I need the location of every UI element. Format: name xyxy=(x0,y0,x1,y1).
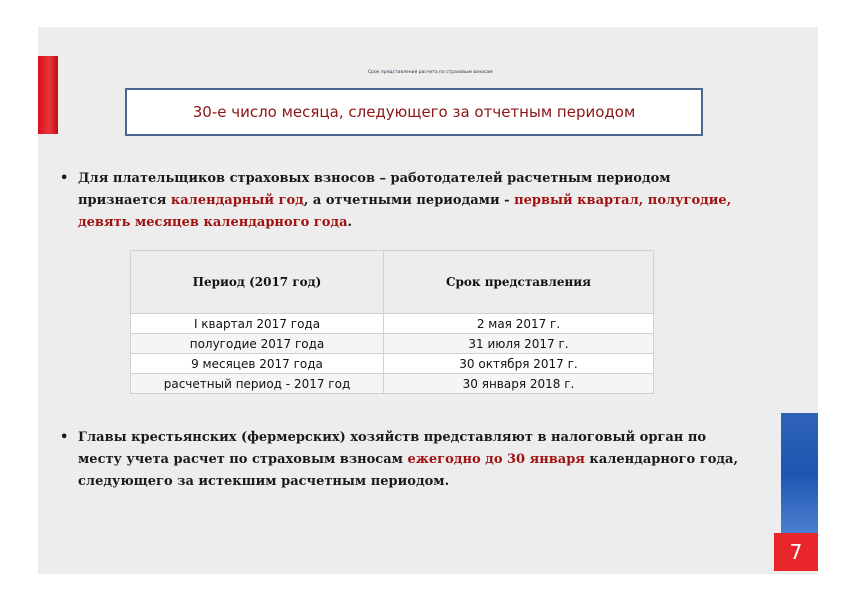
bullet-marker: • xyxy=(60,430,69,445)
header-period: Период (2017 год) xyxy=(131,251,384,314)
table-cell-deadline: 31 июля 2017 г. xyxy=(384,334,654,354)
table-cell-period: I квартал 2017 года xyxy=(131,314,384,334)
highlight-reporting-periods: первый квартал, полугодие, девять месяцев календарного года xyxy=(78,193,732,230)
text-fragment: . xyxy=(347,215,353,230)
deadline-box xyxy=(125,88,703,136)
table-cell-deadline: 2 мая 2017 г. xyxy=(384,314,654,334)
blue-accent-bar xyxy=(781,413,818,533)
bullet-text xyxy=(78,168,750,234)
table-cell-deadline: 30 октября 2017 г. xyxy=(384,354,654,374)
table-cell-deadline: 30 января 2018 г. xyxy=(384,374,654,394)
page-number: 7 xyxy=(774,533,818,571)
text-fragment: Главы крестьянских (фермерских) хозяйств представляют в налоговый орган по месту учета расчет по страховым взносам xyxy=(78,430,707,467)
bullet-text xyxy=(78,427,750,493)
table-cell-period: расчетный период - 2017 год xyxy=(131,374,384,394)
header-deadline: Срок представления xyxy=(384,251,654,314)
table-cell-period: полугодие 2017 года xyxy=(131,334,384,354)
table-header-row xyxy=(131,251,654,314)
text-fragment: , а отчетными периодами - xyxy=(303,193,515,208)
bullet-farmers xyxy=(60,427,750,493)
red-accent-bar xyxy=(38,56,58,134)
highlight-annual-deadline: ежегодно до 30 января xyxy=(407,452,585,467)
table-row xyxy=(131,314,654,334)
bullet-payers xyxy=(60,168,750,234)
table-row xyxy=(131,374,654,394)
table-cell-period: 9 месяцев 2017 года xyxy=(131,354,384,374)
table-row xyxy=(131,334,654,354)
deadline-table xyxy=(130,250,654,394)
bullet-marker: • xyxy=(60,171,69,186)
deadline-text: 30-е число месяца, следующего за отчетным периодом xyxy=(192,103,636,121)
text-fragment: Для плательщиков страховых взносов – работодателей расчетным периодом признается xyxy=(78,171,671,208)
text-fragment: календарного года, следующего за истекшим расчетным периодом. xyxy=(78,452,738,489)
slide-title: Срок представления расчета по страховым взносам xyxy=(368,70,493,75)
highlight-calendar-year: календарный год xyxy=(170,193,304,208)
table-row xyxy=(131,354,654,374)
